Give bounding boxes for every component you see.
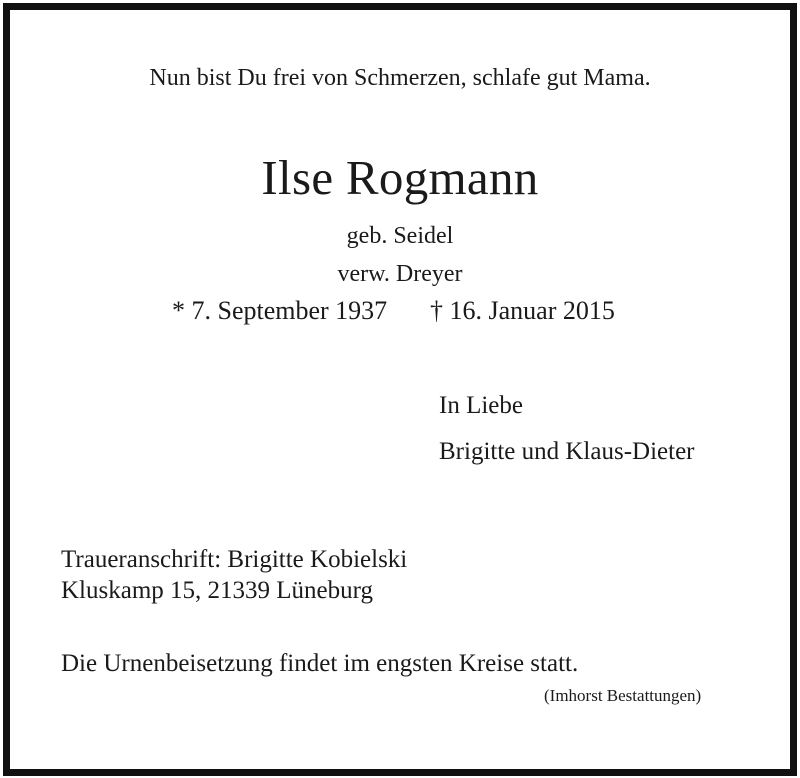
birth-name: geb. Seidel [346, 223, 454, 249]
address-street: Kluskamp 15, 21339 Lüneburg [61, 577, 374, 604]
widow-name: verw. Dreyer [337, 261, 463, 287]
love-line: In Liebe [439, 392, 523, 419]
funeral-note: Die Urnenbeisetzung findet im engsten Kreise statt. [61, 650, 579, 677]
address-label: Traueranschrift: Brigitte Kobielski [61, 546, 408, 573]
motto: Nun bist Du frei von Schmerzen, schlafe gut Mama. [149, 65, 651, 91]
death-date: † 16. Januar 2015 [430, 296, 615, 325]
deceased-name: Ilse Rogmann [261, 150, 539, 205]
undertaker: (Imhorst Bestattungen) [544, 686, 702, 705]
mourners: Brigitte und Klaus-Dieter [439, 438, 695, 465]
birth-date: * 7. September 1937 [172, 296, 388, 325]
